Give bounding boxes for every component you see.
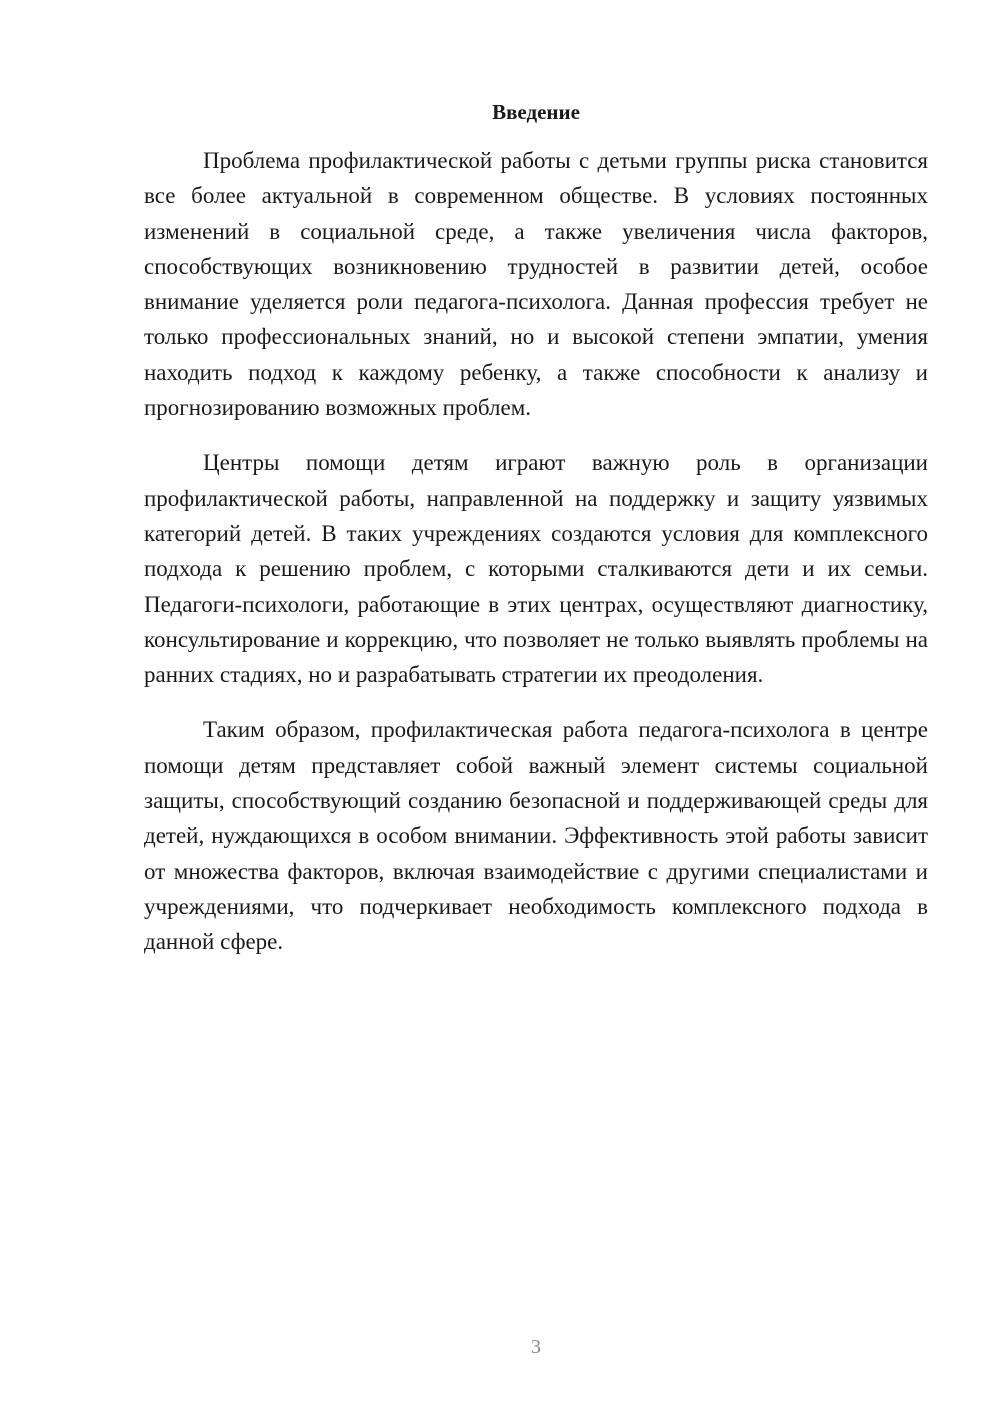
page-title: Введение: [492, 100, 580, 124]
paragraph-1: Проблема профилактической работы с детьми группы риска становится все более актуальной в современном обществе. В условиях постоянных изменений в социальной среде, а также увеличения числа факторов, способствующих возникновению трудностей в развитии детей, особое внимание уделяется роли педагога-психолога. Данная профессия требует не только профессиональных знаний, но и высокой степени эмпатии, умения находить подход к каждому ребенку, а также способности к анализу и прогнозированию возможных проблем.: [144, 148, 928, 421]
body-text: [144, 143, 928, 980]
page-number: 3: [531, 1336, 541, 1358]
paragraph-2: Центры помощи детям играют важную роль в организации профилактической работы, направленной на поддержку и защиту уязвимых категорий детей. В таких учреждениях создаются условия для комплексного подхода к решению проблем, с которыми сталкиваются дети и их семьи. Педагоги-психологи, работающие в этих центрах, осуществляют диагностику, консультирование и коррекцию, что позволяет не только выявлять проблемы на ранних стадиях, но и разрабатывать стратегии их преодоления.: [144, 450, 928, 688]
paragraph-3: Таким образом, профилактическая работа педагога-психолога в центре помощи детям представляет собой важный элемент системы социальной защиты, способствующий созданию безопасной и поддерживающей среды для детей, нуждающихся в особом внимании. Эффективность этой работы зависит от множества факторов, включая взаимодействие с другими специалистами и учреждениями, что подчеркивает необходимость комплексного подхода в данной сфере.: [144, 717, 928, 955]
